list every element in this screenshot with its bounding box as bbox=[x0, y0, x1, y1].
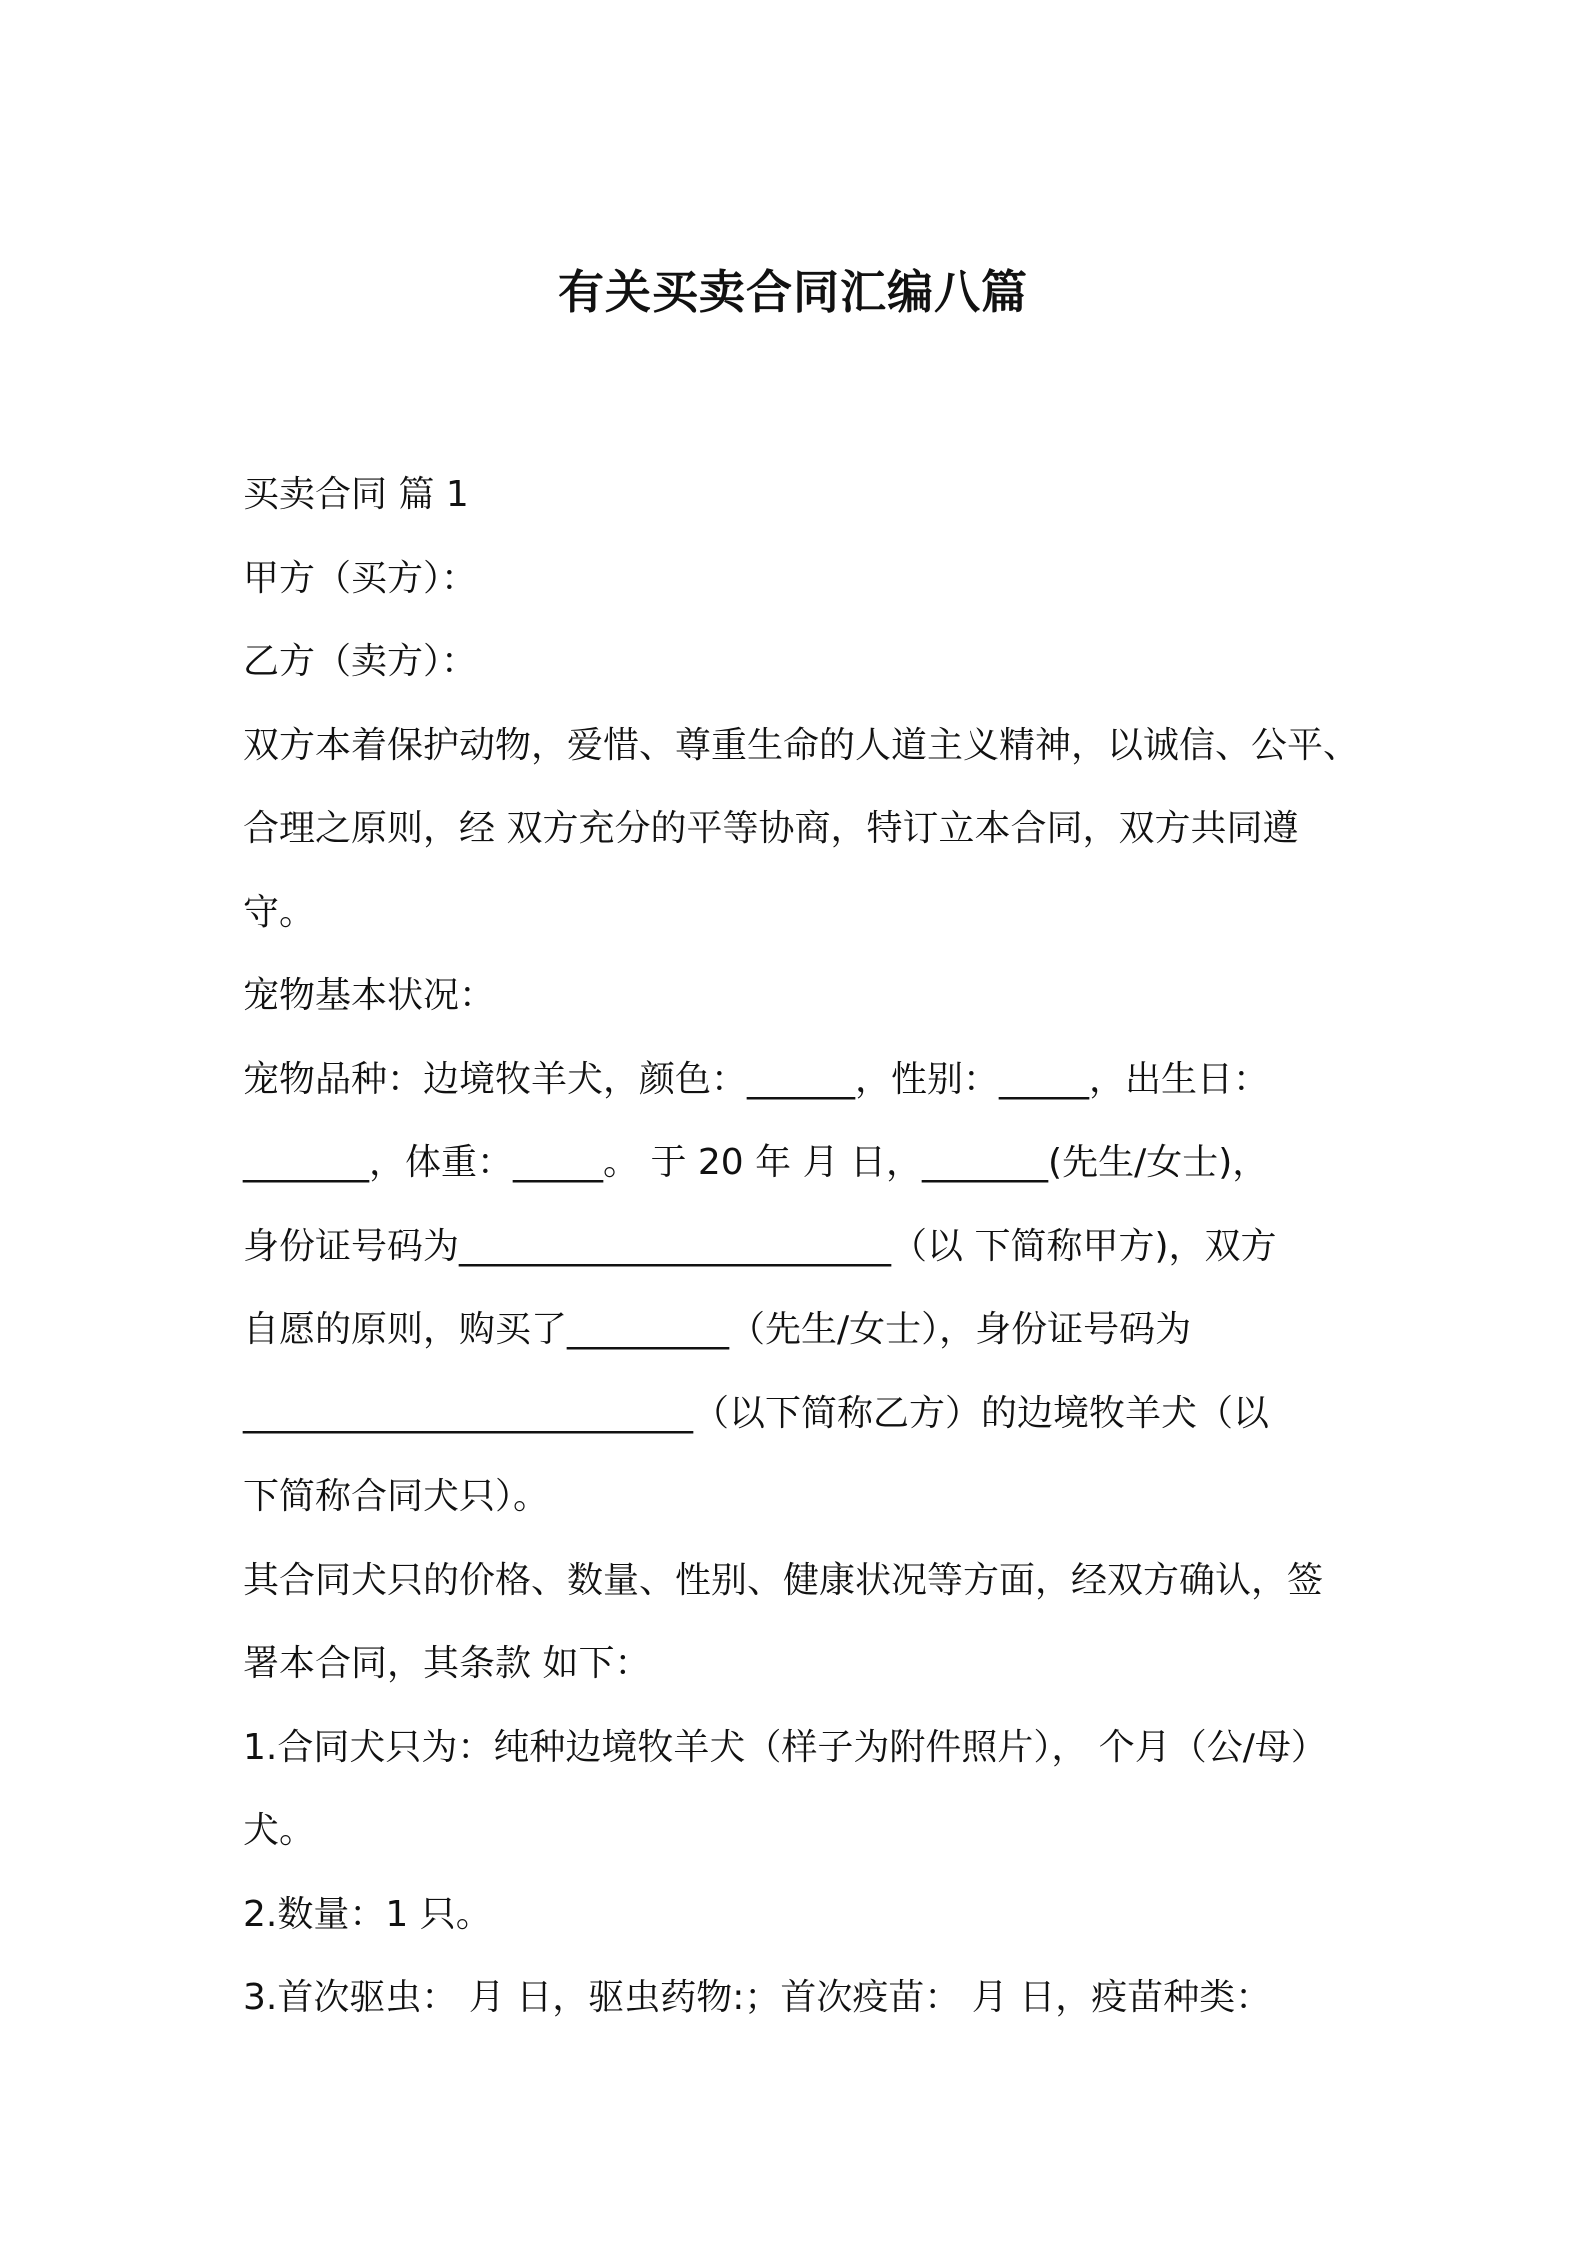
clause-1-line-2: 犬。 bbox=[243, 1810, 316, 1851]
pet-info-line-5: _________________________（以下简称乙方）的边境牧羊犬（以 bbox=[243, 1392, 1270, 1434]
section-heading: 买卖合同 篇 1 bbox=[243, 474, 469, 515]
pet-info-line-4: 自愿的原则，购买了_________（先生/女士），身份证号码为 bbox=[243, 1309, 1192, 1350]
preamble-line-3: 守。 bbox=[243, 891, 316, 933]
pet-info-line-2: _______，体重：_____。 于 20 年 月 日，_______(先生/女士)， bbox=[243, 1142, 1269, 1183]
clause-1-line-1: 1.合同犬只为：纯种边境牧羊犬（样子为附件照片）， 个月（公/母） bbox=[243, 1726, 1327, 1768]
pet-info-line-3: 身份证号码为________________________（以 下简称甲方)，双方 bbox=[243, 1225, 1277, 1267]
party-b-line: 乙方（卖方）： bbox=[243, 641, 478, 682]
party-a-line: 甲方（买方）： bbox=[243, 557, 478, 599]
clause-2: 2.数量：1 只。 bbox=[243, 1893, 492, 1935]
pet-info-line-6: 下简称合同犬只）。 bbox=[243, 1476, 550, 1517]
pet-info-heading: 宠物基本状况： bbox=[243, 975, 496, 1016]
confirmation-line-1: 其合同犬只的价格、数量、性别、健康状况等方面，经双方确认，签 bbox=[243, 1559, 1324, 1601]
confirmation-line-2: 署本合同，其条款 如下： bbox=[243, 1643, 651, 1684]
preamble-line-1: 双方本着保护动物，爱惜、尊重生命的人道主义精神，以诚信、公平、 bbox=[243, 724, 1360, 766]
clause-3: 3.首次驱虫： 月 日，驱虫药物:；首次疫苗： 月 日，疫苗种类： bbox=[243, 1977, 1272, 2018]
document-title: 有关买卖合同汇编八篇 bbox=[558, 265, 1028, 319]
preamble-line-2: 合理之原则，经 双方充分的平等协商，特订立本合同，双方共同遵 bbox=[243, 808, 1299, 849]
document-body bbox=[243, 453, 1360, 2040]
pet-info-line-1: 宠物品种：边境牧羊犬，颜色：______，性别：_____，出生日： bbox=[243, 1058, 1270, 1100]
